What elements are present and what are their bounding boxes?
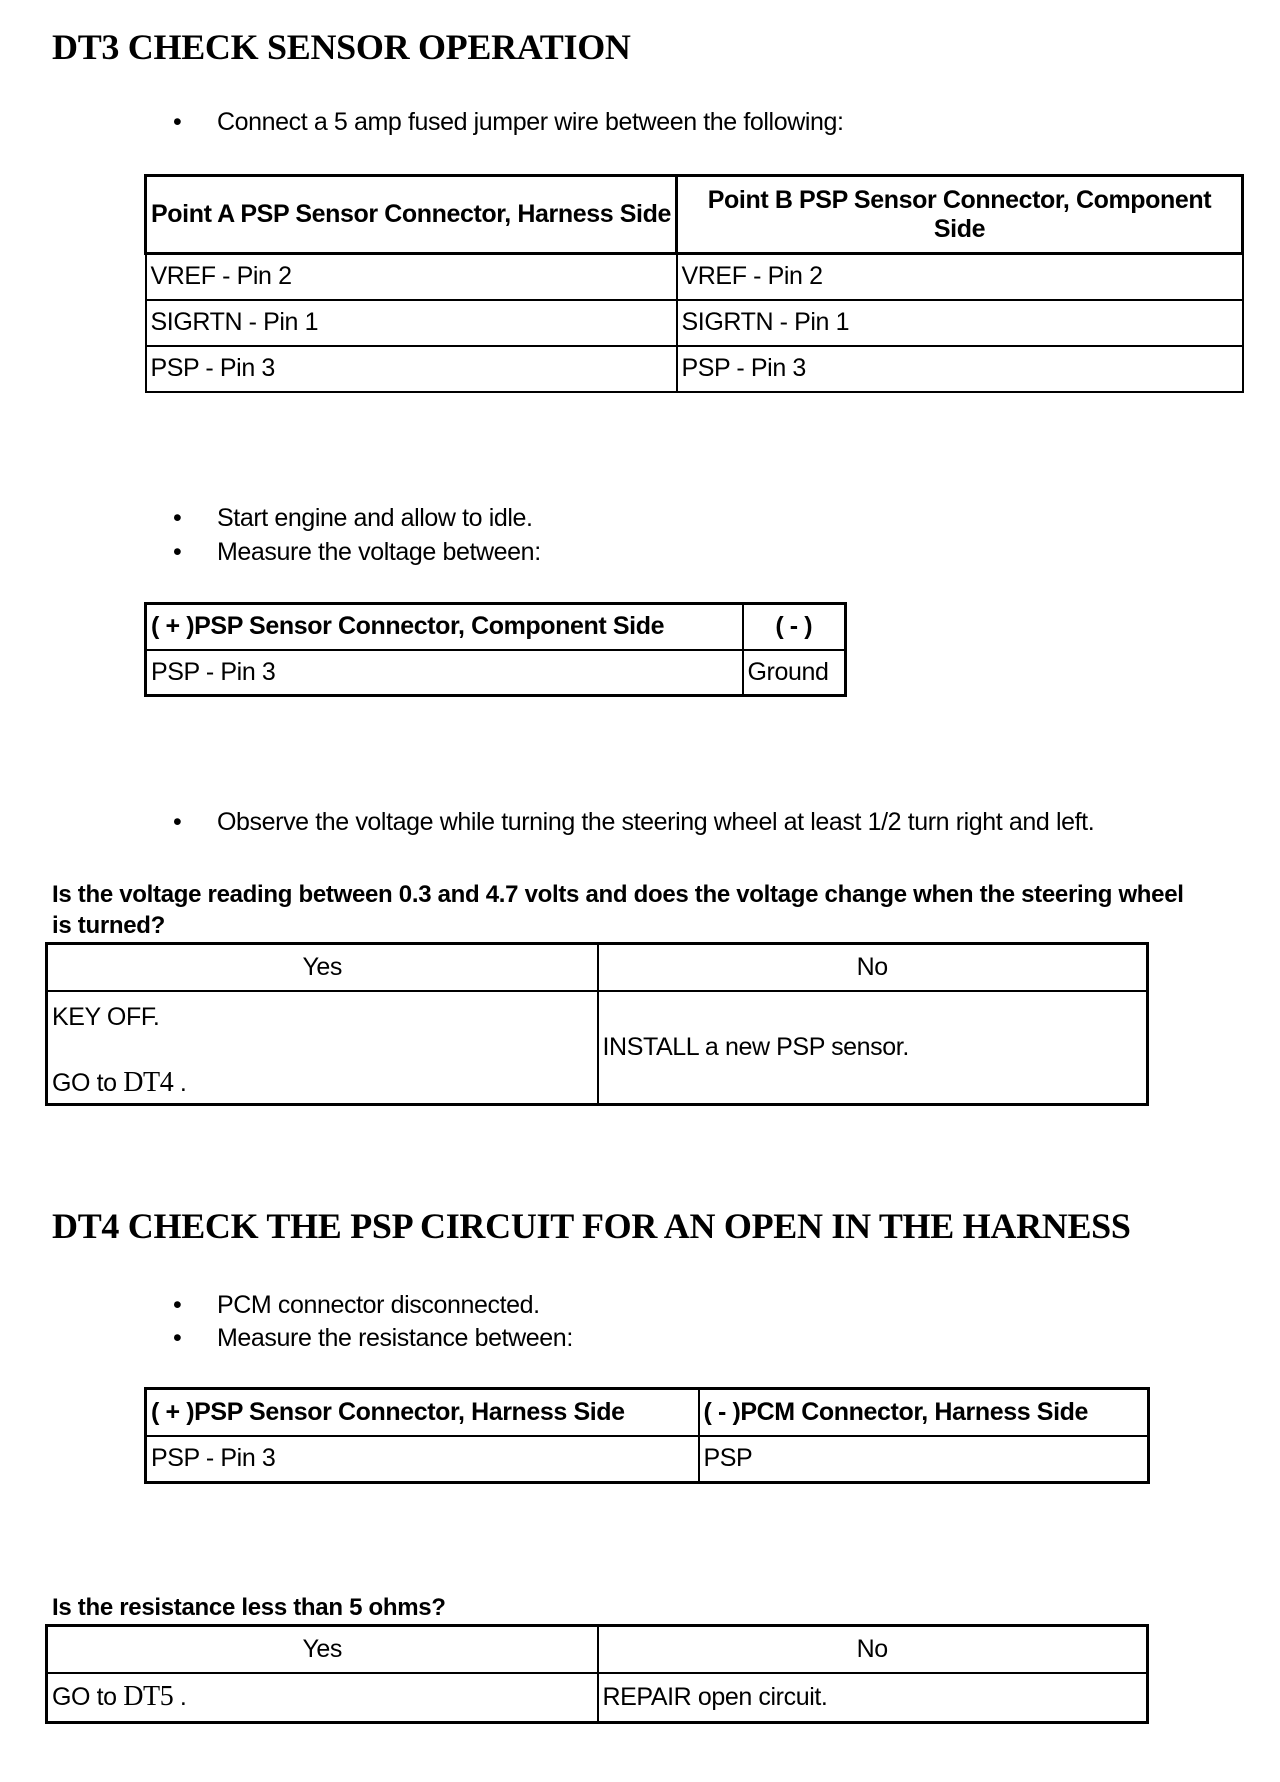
dt3-question: Is the voltage reading between 0.3 and 4.7 volts and does the voltage change when the steering wheel is turned? (52, 881, 1184, 939)
jumper-table (144, 174, 1244, 393)
bullet-text: Observe the voltage while turning the steering wheel at least 1/2 turn right and left. (217, 808, 1095, 836)
table-cell: VREF - Pin 2 (146, 254, 677, 300)
bullet-item (173, 1291, 540, 1320)
go-to-dt5[interactable]: GO to DT5 . (47, 1673, 598, 1723)
no-cell: REPAIR open circuit. (598, 1673, 1148, 1723)
bullet-item (173, 1324, 573, 1353)
bullet-icon: • (173, 1324, 182, 1352)
header-yes: Yes (47, 1626, 598, 1673)
header-positive: ( + )PSP Sensor Connector, Component Side (146, 604, 743, 650)
voltage-table (144, 602, 847, 697)
table-cell: SIGRTN - Pin 1 (146, 300, 677, 346)
dt3-result-table (45, 942, 1149, 1106)
dt4-result-table (45, 1624, 1149, 1724)
bullet-icon: • (173, 504, 182, 532)
bullet-icon: • (173, 538, 182, 566)
table-cell: Ground (743, 650, 846, 696)
header-negative: ( - )PCM Connector, Harness Side (699, 1389, 1149, 1436)
bullet-text: Measure the voltage between: (217, 538, 541, 566)
table-cell: PSP - Pin 3 (146, 1436, 699, 1483)
dt5-link[interactable]: DT5 (123, 1681, 174, 1713)
header-no: No (598, 944, 1148, 991)
table-cell: PSP - Pin 3 (146, 650, 743, 696)
header-negative: ( - ) (743, 604, 846, 650)
header-point-a: Point A PSP Sensor Connector, Harness Side (146, 176, 677, 254)
table-cell: PSP (699, 1436, 1149, 1483)
bullet-text: Connect a 5 amp fused jumper wire between the following: (217, 108, 844, 136)
bullet-text: Measure the resistance between: (217, 1324, 573, 1352)
header-yes: Yes (47, 944, 598, 991)
no-cell: INSTALL a new PSP sensor. (598, 991, 1148, 1105)
table-cell: VREF - Pin 2 (677, 254, 1243, 300)
yes-cell (47, 991, 598, 1105)
bullet-item (173, 538, 541, 567)
dt4-link[interactable]: DT4 (123, 1066, 174, 1098)
header-point-b: Point B PSP Sensor Connector, Component Side (677, 176, 1243, 254)
table-cell: SIGRTN - Pin 1 (677, 300, 1243, 346)
dt3-title: DT3 CHECK SENSOR OPERATION (52, 27, 631, 67)
bullet-icon: • (173, 808, 182, 836)
go-to-dt4[interactable]: GO to DT4 . (52, 1066, 187, 1098)
key-off-text: KEY OFF. (52, 1002, 160, 1031)
table-cell: PSP - Pin 3 (677, 346, 1243, 392)
bullet-icon: • (173, 1291, 182, 1319)
dt4-title: DT4 CHECK THE PSP CIRCUIT FOR AN OPEN IN THE HARNESS (52, 1206, 1131, 1246)
bullet-item (173, 108, 844, 137)
header-positive: ( + )PSP Sensor Connector, Harness Side (146, 1389, 699, 1436)
bullet-item (173, 504, 533, 533)
bullet-icon: • (173, 108, 182, 136)
table-cell: PSP - Pin 3 (146, 346, 677, 392)
bullet-text: PCM connector disconnected. (217, 1291, 540, 1319)
bullet-item (173, 808, 1095, 837)
dt4-question: Is the resistance less than 5 ohms? (52, 1594, 446, 1621)
resistance-table (144, 1387, 1150, 1484)
bullet-text: Start engine and allow to idle. (217, 504, 533, 532)
header-no: No (598, 1626, 1148, 1673)
